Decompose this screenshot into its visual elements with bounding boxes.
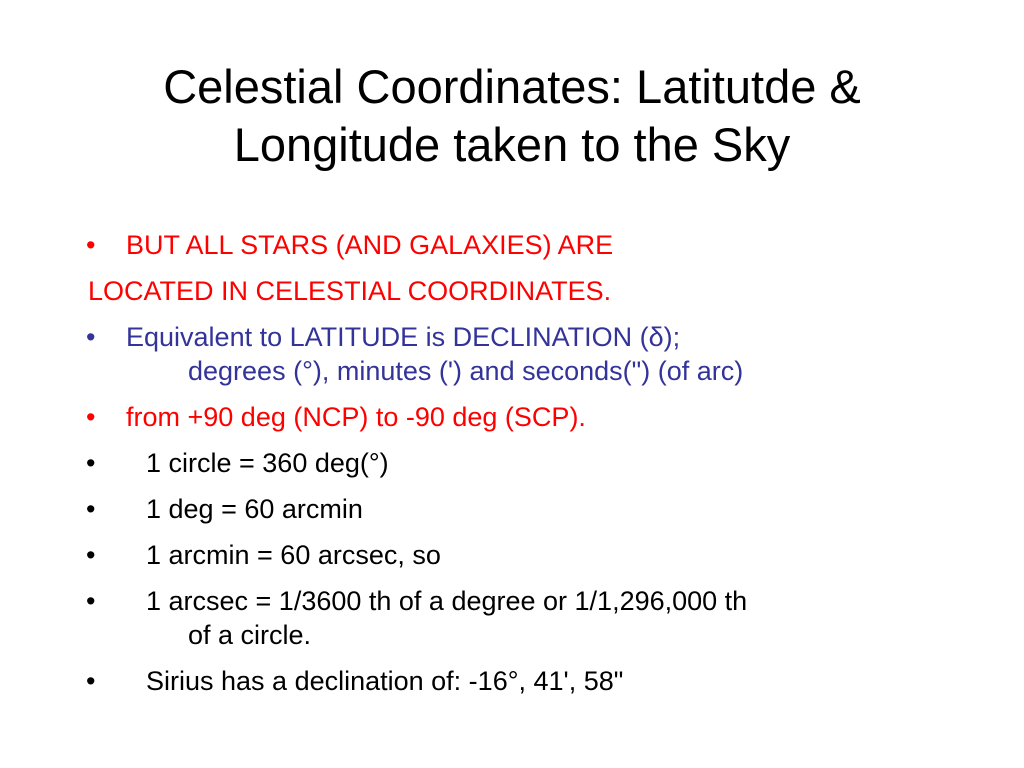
- bullet-text-continuation: degrees (°), minutes (') and seconds(") (of arc): [188, 356, 744, 386]
- bullet-marker: •: [86, 230, 96, 260]
- title-line-1: Celestial Coordinates: Latitutde &: [163, 60, 861, 113]
- bullet-text-continuation: LOCATED IN CELESTIAL COORDINATES.: [88, 276, 612, 306]
- bullet-text: from +90 deg (NCP) to -90 deg (SCP).: [126, 402, 586, 432]
- bullet-text: Equivalent to LATITUDE is DECLINATION (δ);: [126, 322, 681, 352]
- bullet-marker: •: [86, 448, 96, 478]
- bullet-marker: •: [86, 322, 96, 352]
- bullet-text: Sirius has a declination of: -16°, 41', 58": [146, 666, 624, 696]
- bullet-text: 1 arcsec = 1/3600 th of a degree or 1/1,296,000 th: [146, 586, 748, 616]
- bullet-marker: •: [86, 402, 96, 432]
- bullet-marker: •: [86, 666, 96, 696]
- bullet-marker: •: [86, 494, 96, 524]
- bullet-text: 1 circle = 360 deg(°): [146, 448, 389, 478]
- bullet-marker: •: [86, 540, 96, 570]
- bullet-marker: •: [86, 586, 96, 616]
- bullet-text-continuation: of a circle.: [188, 620, 312, 650]
- bullet-text: 1 arcmin = 60 arcsec, so: [146, 540, 441, 570]
- bullet-text: 1 deg = 60 arcmin: [146, 494, 363, 524]
- title-line-2: Longitude taken to the Sky: [233, 118, 791, 171]
- bullet-text: BUT ALL STARS (AND GALAXIES) ARE: [126, 230, 614, 260]
